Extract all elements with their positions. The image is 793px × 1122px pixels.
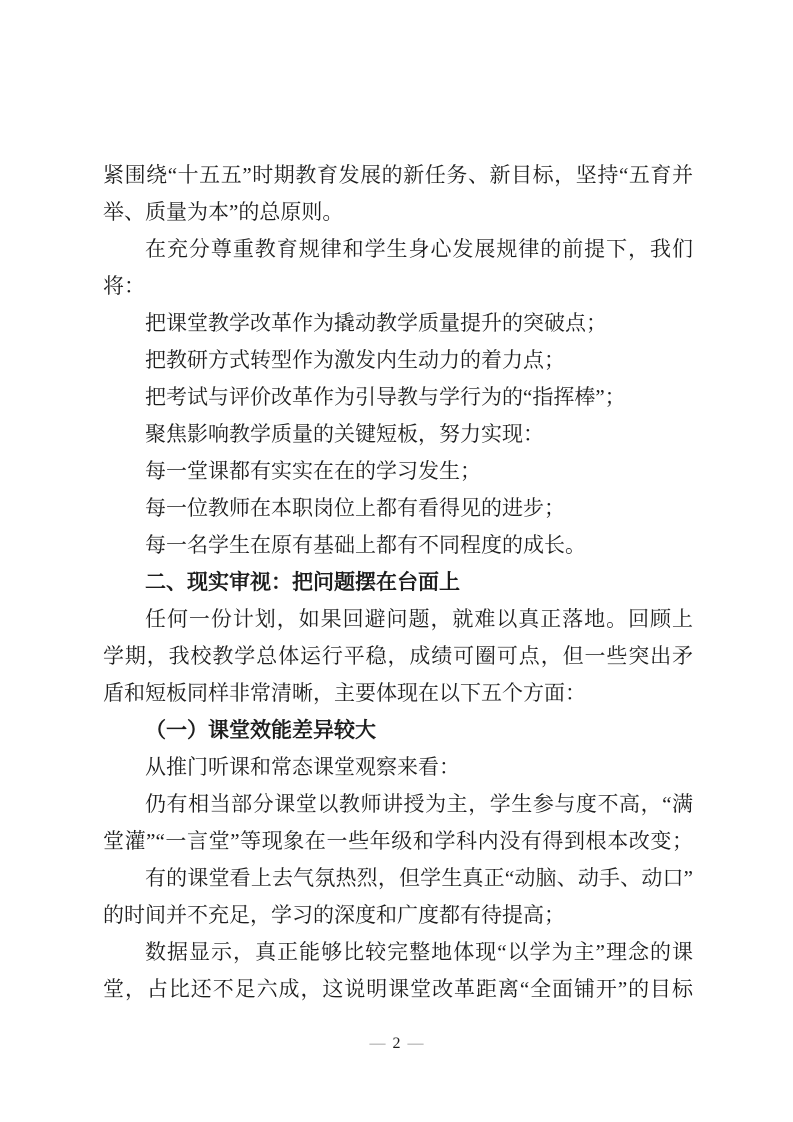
text-line: 的时间并不充足，学习的深度和广度都有待提高；	[103, 903, 565, 927]
text-line: 有的课堂看上去气氛热烈，但学生真正“动脑、动手、动口”	[145, 866, 693, 890]
text-line: 把教研方式转型作为激发内生动力的着力点；	[145, 348, 565, 372]
text-line: 学期，我校教学总体运行平稳，成绩可圈可点，但一些突出矛	[103, 644, 693, 668]
text-line: 堂，占比还不足六成，这说明课堂改革距离“全面铺开”的目标	[103, 977, 693, 1001]
text-line: 把考试与评价改革作为引导教与学行为的“指挥棒”；	[145, 385, 626, 409]
text-line: 聚焦影响教学质量的关键短板，努力实现：	[145, 422, 544, 446]
footer-dash-left: —	[369, 1035, 386, 1052]
text-line: 数据显示，真正能够比较完整地体现“以学为主”理念的课	[145, 940, 693, 964]
text-line: 在充分尊重教育规律和学生身心发展规律的前提下，我们	[145, 237, 693, 261]
text-line: 举、质量为本”的总原则。	[103, 200, 344, 224]
text-line: 将：	[103, 274, 145, 298]
text-line: 每一堂课都有实实在在的学习发生；	[145, 459, 481, 483]
page-footer	[0, 1034, 793, 1054]
text-line: 任何一份计划，如果回避问题，就难以真正落地。回顾上	[145, 607, 693, 631]
text-line: 每一名学生在原有基础上都有不同程度的成长。	[145, 533, 586, 557]
text-line: 从推门听课和常态课堂观察来看：	[145, 755, 460, 779]
text-line: 紧围绕“十五五”时期教育发展的新任务、新目标，坚持“五育并	[103, 163, 693, 187]
subsection-heading: （一）课堂效能差异较大	[145, 719, 376, 742]
text-line: 每一位教师在本职岗位上都有看得见的进步；	[145, 496, 565, 520]
text-line: 把课堂教学改革作为撬动教学质量提升的突破点；	[145, 311, 607, 335]
footer-dash-right: —	[407, 1035, 424, 1052]
text-line: 盾和短板同样非常清晰，主要体现在以下五个方面：	[103, 681, 586, 705]
text-line: 仍有相当部分课堂以教师讲授为主，学生参与度不高，“满	[145, 792, 693, 816]
section-heading: 二、现实审视：把问题摆在台面上	[145, 571, 460, 594]
document-body	[103, 157, 693, 1008]
page-number: 2	[392, 1035, 401, 1052]
text-line: 堂灌”“一言堂”等现象在一些年级和学科内没有得到根本改变；	[103, 829, 693, 853]
